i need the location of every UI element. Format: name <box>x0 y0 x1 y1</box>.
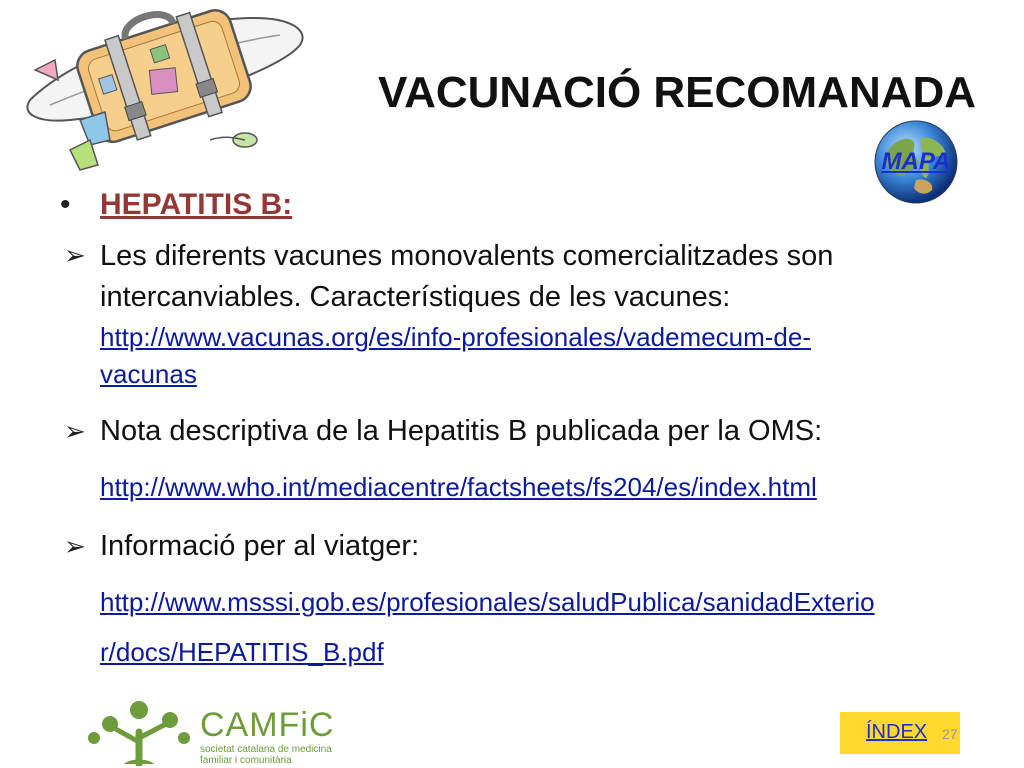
bullet-dot-icon: • <box>60 188 71 221</box>
item-1-text-line-1: Les diferents vacunes monovalents comercialitzades son <box>100 240 834 272</box>
camfic-tree-logo-icon <box>84 698 194 766</box>
item-3-text: Informació per al viatger: <box>100 530 420 562</box>
arrow-bullet-icon: ➢ <box>64 240 86 270</box>
item-1-text-line-2: intercanviables. Característiques de les vacunes: <box>100 281 731 313</box>
camfic-logo-subtitle <box>200 744 332 766</box>
who-link[interactable]: http://www.who.int/mediacentre/factsheets/fs204/es/index.html <box>100 472 817 502</box>
section-heading: HEPATITIS B: <box>100 188 293 221</box>
page-number: 27 <box>942 726 958 742</box>
camfic-sub-line-2: familiar i comunitària <box>200 755 292 766</box>
msssi-link-line-2[interactable]: r/docs/HEPATITIS_B.pdf <box>100 637 384 667</box>
vacunas-link-line-2[interactable]: vacunas <box>100 359 197 389</box>
index-button-label: ÍNDEX <box>866 721 928 743</box>
slide-title: VACUNACIÓ RECOMANADA <box>378 68 977 117</box>
map-button[interactable] <box>872 118 960 206</box>
arrow-bullet-icon: ➢ <box>64 416 86 446</box>
item-2-text: Nota descriptiva de la Hepatitis B publicada per la OMS: <box>100 415 823 447</box>
map-button-label: MAPA <box>881 148 951 175</box>
suitcase-illustration <box>10 0 320 180</box>
msssi-link-line-1[interactable]: http://www.msssi.gob.es/profesionales/saludPublica/sanidadExterio <box>100 587 875 617</box>
camfic-logo-name: CAMFiC <box>200 706 335 744</box>
camfic-sub-line-1: societat catalana de medicina <box>200 744 332 755</box>
vacunas-link-line-1[interactable]: http://www.vacunas.org/es/info-profesionales/vademecum-de- <box>100 322 812 352</box>
arrow-bullet-icon: ➢ <box>64 531 86 561</box>
